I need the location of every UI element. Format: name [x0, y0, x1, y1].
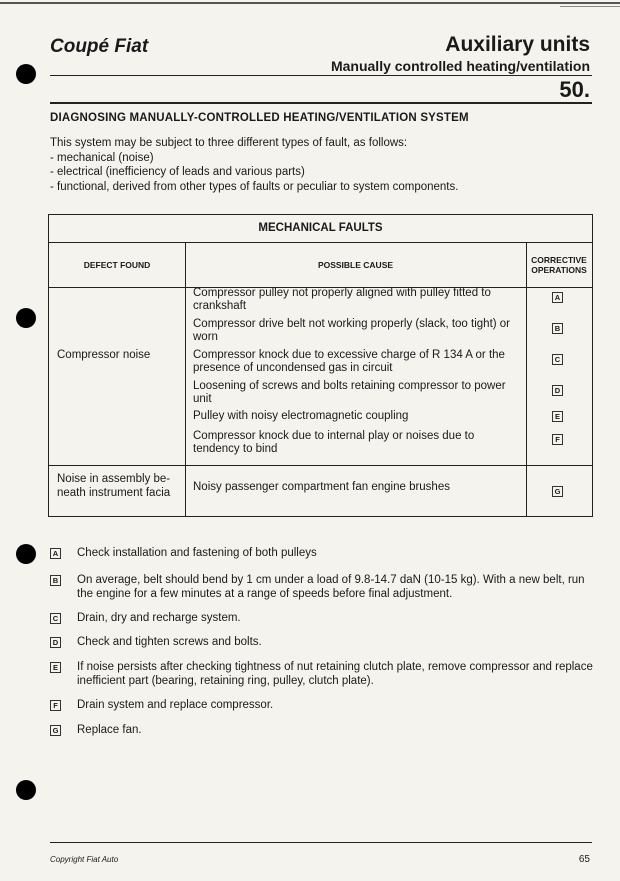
note-key-box: F	[50, 700, 61, 711]
note-key-box: E	[50, 662, 61, 673]
op-code-box: C	[552, 354, 563, 365]
intro-item: - functional, derived from other types of faults or peculiar to system components.	[50, 180, 459, 193]
note-text: Drain system and replace compressor.	[77, 699, 274, 711]
section-title: DIAGNOSING MANUALLY-CONTROLLED HEATING/VENTILATION SYSTEM	[50, 112, 469, 124]
note-text: Drain, dry and recharge system.	[77, 612, 241, 624]
cause-row: Noisy passenger compartment fan engine brushes	[193, 481, 450, 493]
copyright-text: Copyright Fiat Auto	[50, 855, 119, 864]
header-rule	[50, 75, 592, 76]
op-code-box: B	[552, 323, 563, 334]
column-header-corrective	[526, 242, 592, 288]
cause-row: Compressor pulley not properly aligned with pulley fitted to crankshaft	[193, 287, 491, 312]
note-key-box: B	[50, 575, 61, 586]
column-divider	[185, 242, 186, 516]
column-header-corrective-line1: CORRECTIVE	[531, 254, 587, 265]
binder-hole-mark	[16, 308, 36, 328]
note-text: Replace fan.	[77, 724, 142, 736]
intro-lead: This system may be subject to three different types of fault, as follows:	[50, 137, 408, 149]
cause-row: Compressor knock due to excessive charge of R 134 A or the presence of uncondensed gas in circuit	[193, 349, 505, 374]
op-code-box: E	[552, 411, 563, 422]
top-edge-rule	[0, 2, 620, 4]
note-key-box: A	[50, 548, 61, 559]
row-divider	[49, 465, 592, 466]
note-text: Check installation and fastening of both pulleys	[77, 547, 317, 559]
defect-line: Noise in assembly be-	[57, 473, 171, 485]
binder-hole-mark	[16, 544, 36, 564]
column-divider	[526, 242, 527, 516]
note-key-box: D	[50, 637, 61, 648]
cause-row: Compressor knock due to internal play or noises due to tendency to bind	[193, 430, 475, 455]
op-code-box: D	[552, 385, 563, 396]
top-edge-rule-short	[560, 6, 620, 7]
cause-row: Pulley with noisy electromagnetic coupling	[193, 410, 409, 422]
defect-compressor-noise: Compressor noise	[57, 349, 151, 361]
op-code-box: A	[552, 292, 563, 303]
page-number: 65	[578, 854, 590, 865]
binder-hole-mark	[16, 780, 36, 800]
note-text: Check and tighten screws and bolts.	[77, 636, 262, 648]
page-title: Auxiliary units	[445, 33, 590, 56]
column-header-defect: DEFECT FOUND	[49, 242, 185, 288]
footer-rule	[50, 842, 592, 843]
cause-row: Loosening of screws and bolts retaining compressor to power unit	[193, 380, 506, 405]
column-header-cause: POSSIBLE CAUSE	[185, 242, 526, 288]
op-code-box: F	[552, 434, 563, 445]
op-code-box: G	[552, 486, 563, 497]
note-text: If noise persists after checking tightness of nut retaining clutch plate, remove compressor and replace inefficient part (bearing, retaining ring, pulley, clutch plate).	[77, 661, 593, 687]
intro-text	[50, 136, 590, 194]
intro-item: - electrical (inefficiency of leads and various parts)	[50, 166, 305, 178]
defect-line: neath instrument facia	[57, 487, 171, 499]
section-code: 50.	[559, 77, 590, 102]
note-text: On average, belt should bend by 1 cm under a load of 9.8-14.7 daN (10-15 kg). With a new belt, run the engine for a few minutes at a range of speeds before final adjustment.	[77, 574, 585, 600]
page-subtitle: Manually controlled heating/ventilation	[330, 58, 590, 74]
note-key-box: C	[50, 613, 61, 624]
note-key-box: G	[50, 725, 61, 736]
mechanical-faults-table	[48, 214, 593, 517]
brand-title: Coupé Fiat	[50, 36, 149, 57]
intro-item: - mechanical (noise)	[50, 151, 154, 164]
defect-assembly-noise	[57, 472, 170, 500]
table-title: MECHANICAL FAULTS	[49, 215, 592, 243]
binder-hole-mark	[16, 64, 36, 84]
cause-row: Compressor drive belt not working properly (slack, too tight) or worn	[193, 318, 511, 343]
column-header-corrective-line2: OPERATIONS	[531, 264, 587, 275]
header-rule-bottom	[50, 102, 592, 104]
